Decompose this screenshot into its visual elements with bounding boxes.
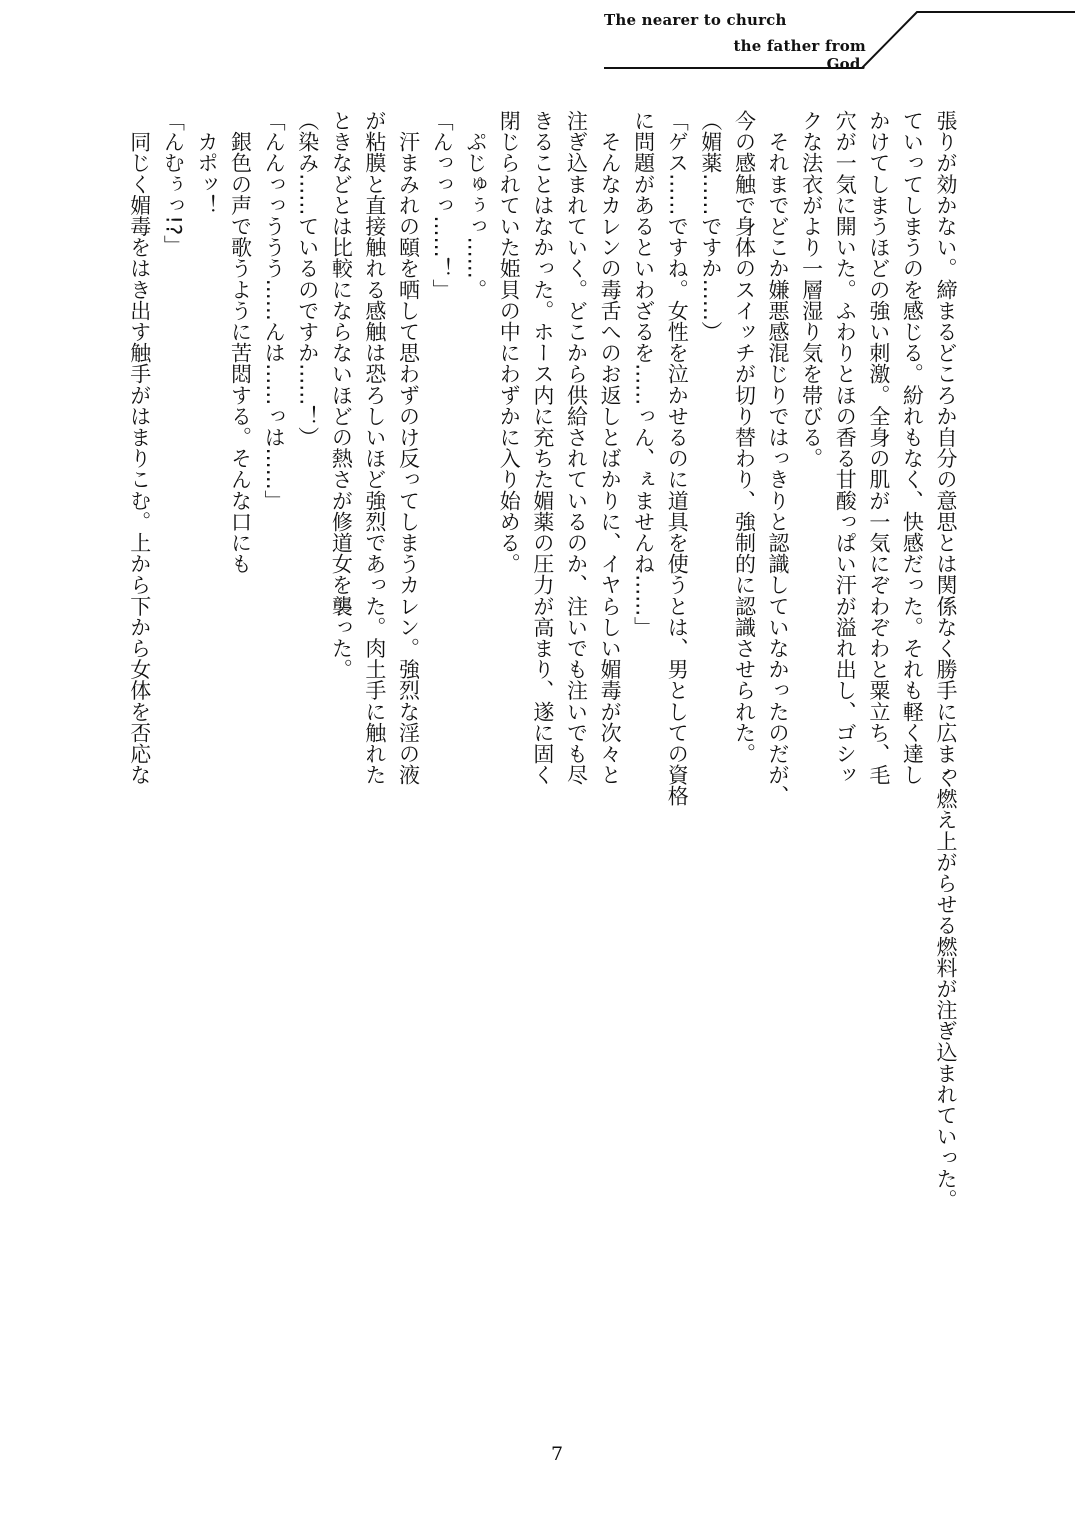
text-column: （媚薬……ですか……） <box>698 110 723 343</box>
text-column: に問題があるといわざるを……っん、ぇませんね……」 <box>631 110 656 638</box>
text-column: く燃え上がらせる燃料が注ぎ込まれていった。 <box>934 767 958 1211</box>
running-header-line1: The nearer to church <box>604 11 787 29</box>
text-column: きることはなかった。ホース内に充ちた媚薬の圧力が高まり、遂に固く <box>530 110 555 786</box>
text-column: 注ぎ込まれていく。どこから供給されているのか、注いでも注いでも尽 <box>564 110 589 786</box>
text-column: 閉じられていた姫貝の中にわずかに入り始める。 <box>497 110 522 575</box>
body-text-lower <box>928 767 962 1211</box>
body-text-upper <box>122 110 962 807</box>
text-column: 銀色の声で歌うように苦悶する。そんな口にも <box>228 110 253 575</box>
text-column: それまでどこか嫌悪感混じりではっきりと認識していなかったのだが、 <box>766 110 791 807</box>
text-column: かけてしまうほどの強い刺激。全身の肌が一気にぞわぞわと粟立ち、毛 <box>866 110 891 786</box>
text-column: ときなどとは比較にならないほどの熱さが修道女を襲った。 <box>329 110 354 680</box>
text-column: 「ゲス……ですね。女性を泣かせるのに道具を使うとは、男としての資格 <box>665 110 690 807</box>
page-number: 7 <box>550 1443 564 1465</box>
text-column: 「んっっっ……！」 <box>430 110 455 300</box>
text-column: そんなカレンの毒舌へのお返しとばかりに、イヤらしい媚毒が次々と <box>598 110 623 786</box>
text-column: 張りが効かない。締まるどころか自分の意思とは関係なく勝手に広まっ <box>934 110 958 786</box>
header-frame <box>0 0 1075 80</box>
text-column: 「んむぅっ!?」 <box>161 110 186 257</box>
text-column: クな法衣がより一層湿り気を帯びる。 <box>799 110 824 469</box>
text-column: 今の感触で身体のスイッチが切り替わり、強制的に認識させられた。 <box>732 110 757 765</box>
text-column: 「んんっっううう……んは……っは……」 <box>262 110 287 511</box>
text-column: （染み……ているのですか……！） <box>295 110 320 448</box>
text-column: 穴が一気に開いた。ふわりとほの香る甘酸っぱい汗が溢れ出し、ゴシッ <box>833 110 858 786</box>
text-column: ぷじゅぅっ……。 <box>463 110 488 300</box>
text-column: が粘膜と直接触れる感触は恐ろしいほど強烈であった。肉土手に触れた <box>362 110 387 786</box>
running-header-line2: the father from God. <box>733 37 866 73</box>
text-column: ていってしまうのを感じる。紛れもなく、快感だった。それも軽く達し <box>900 110 925 786</box>
text-column: カポッ！ <box>194 110 219 216</box>
text-column: 同じく媚毒をはき出す触手がはまりこむ。上から下から女体を否応な <box>127 110 152 786</box>
text-column: 汗まみれの頤を晒して思わずのけ反ってしまうカレン。強烈な淫の液 <box>396 110 421 786</box>
